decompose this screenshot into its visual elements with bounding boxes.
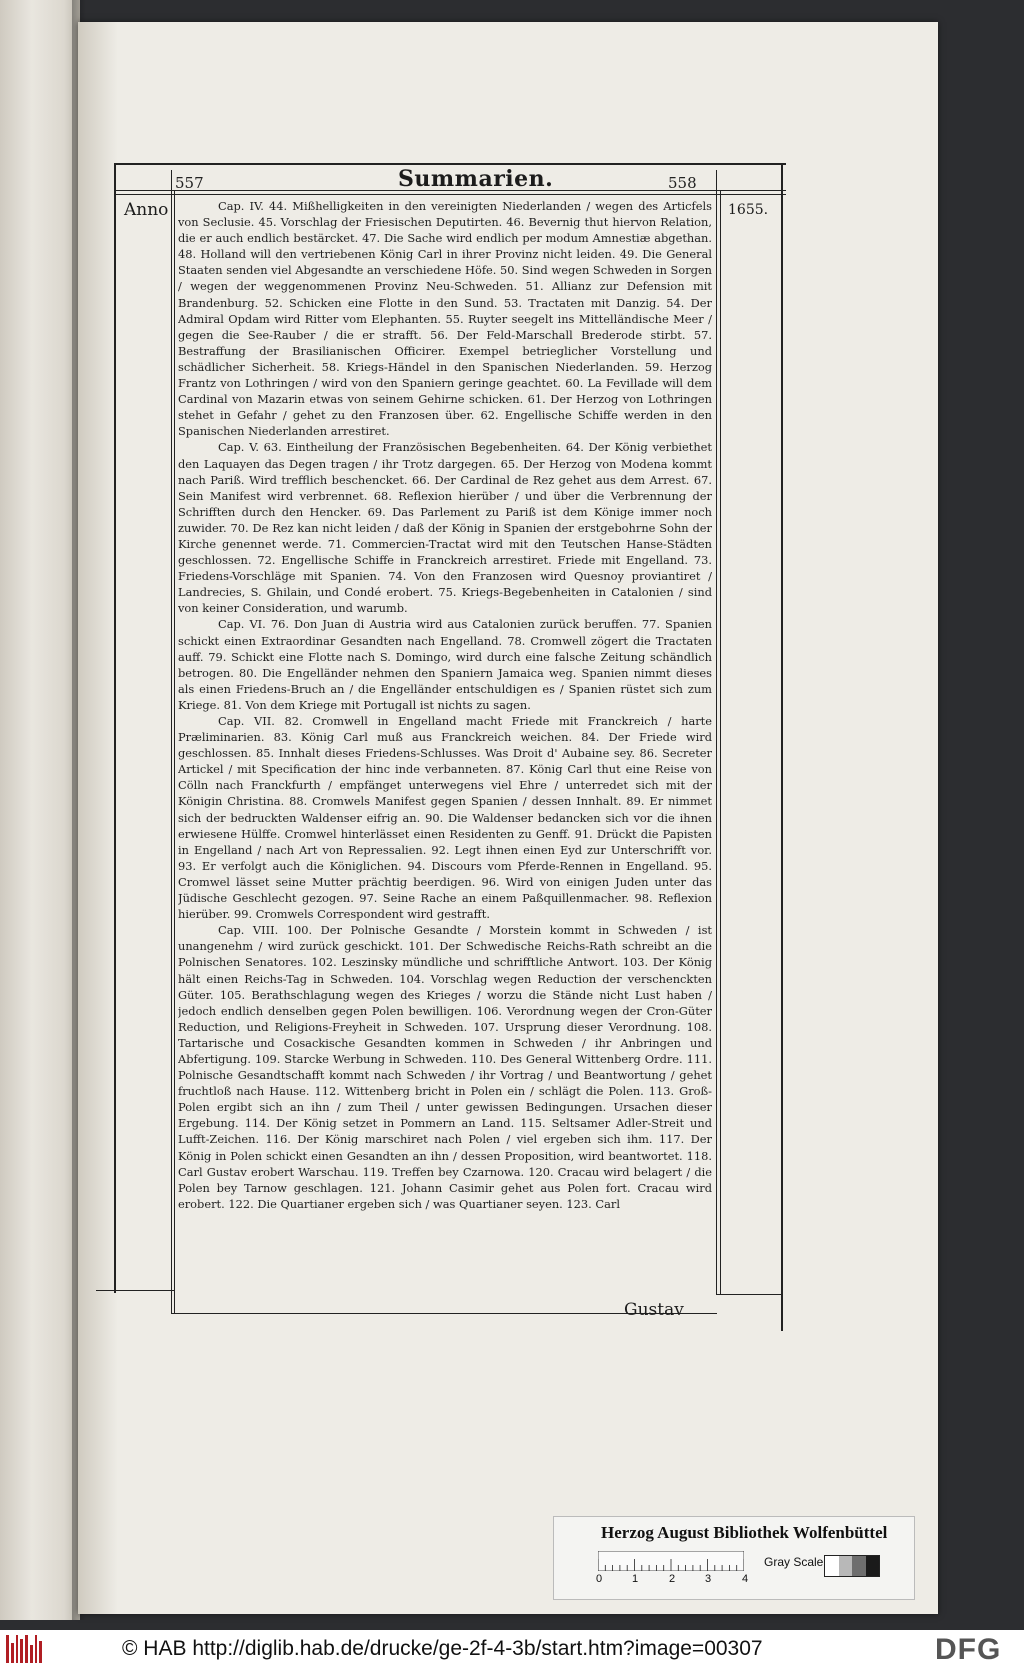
ruler-number: 0 (596, 1573, 603, 1585)
chapter-4-summary: Cap. IV. 44. Mißhelligkeiten in den vereinigten Niederlanden / wegen des Articfels von Seclusie. 45. Vorschlag der Friesischen Deputirten. 46. Bevernig thut hiervon Relation, die er auch endlich bestärcket. 47. Die Sache wird endlich per modum Amnestiæ abgethan. 48. Holland will den vertriebenen König Carl in ihrer Provinz nicht leiden. 49. Die General Staaten senden viel Abgesandte an verschiedene Höfe. 50. Sind wegen Schweden in Sorgen / wegen der weggenommenen Provinz Neu-Schweden. 51. Allianz zur Defension mit Brandenburg. 52. Schicken eine Flotte in den Sund. 53. Tractaten mit Danzig. 54. Der Admiral Opdam wird Ritter vom Elephanten. 55. Ruyter seegelt ins Mittelländische Meer / gegen die See-Rauber / die er strafft. 56. Der Feld-Marschall Brederode stirbt. 57. Bestraffung der Brasilianischen Officirer. Exempel betrieglicher Vorstellung und schädlicher Sicherheit. 58. Kriegs-Händel in den Spanischen Niederlanden. 59. Herzog Frantz von Lothringen / wird von den Spaniern geringe geachtet. 60. La Fevillade will dem Cardinal von Mazarin etwas von seinem Gehirne schicken. 61. Der Herzog von Lothringen stehet in Gefahr / gehet zu den Franzosen über. 62. Engellische Schiffe werden in den Spanischen Niederlanden arrestiret. (178, 199, 712, 439)
hab-logo-icon (6, 1635, 42, 1663)
ruler-number: 3 (705, 1573, 712, 1585)
left-book-edge (0, 0, 80, 1620)
frame-right-inner-rule (716, 170, 717, 1295)
frame-left-inner-rule-2 (174, 190, 175, 1313)
gray-scale-swatches (824, 1555, 880, 1577)
margin-anno: Anno (124, 200, 169, 220)
ruler-number: 2 (669, 1573, 676, 1585)
gray-swatch (825, 1556, 839, 1576)
gray-swatch (839, 1556, 853, 1576)
ruler-number: 4 (742, 1573, 749, 1585)
frame-inner-top-rule (114, 194, 786, 195)
page-gutter-shade (78, 22, 118, 1614)
catchword: Gustav (624, 1300, 684, 1320)
ruler-number: 1 (632, 1573, 639, 1585)
cm-ruler (598, 1551, 744, 1571)
gray-swatch (852, 1556, 866, 1576)
left-page-number: 557 (175, 174, 204, 192)
gray-swatch (866, 1556, 880, 1576)
frame-bottom-rule (96, 1290, 174, 1291)
frame-left-inner-rule (171, 170, 172, 1313)
chapter-7-summary: Cap. VII. 82. Cromwell in Engelland macht Friede mit Franckreich / harte Præliminarien. 83. König Carl muß aus Franckreich weichen. 84. Der Friede wird geschlossen. 85. Innhalt dieses Friedens-Schlusses. Was Droit d' Aubaine sey. 86. Secreter Artickel / mit Specification der hinc inde verbanneten. 87. König Carl thut eine Reise von Cölln nach Franckfurth / empfänget unterwegens viel Ehre / unterredet sich mit der Königin Christina. 88. Cromwels Manifest gegen Spanien / dessen Innhalt. 89. Er nimmet sich der bedruckten Waldenser eifrig an. 90. Die Waldenser bedancken sich vor die ihnen erwiesene Hülffe. Cromwel hinterlässet einen Residenten zu Genff. 91. Drückt die Papisten in Engelland / nach Art von Repressalien. 92. Legt ihnen einen Eyd zur Unterschrifft vor. 93. Er verfolgt auch die Königlichen. 94. Discours vom Pferde-Rennen in Engelland. 95. Cromwel lässet seine Mutter prächtig beerdigen. 96. Wird von einigen Juden unter das Jüdische Geschlecht gezogen. 97. Seine Rache an einem Paßquillenmacher. 98. Reflexion hierüber. 99. Cromwels Correspondent wird gestrafft. (178, 714, 712, 922)
frame-top-rule (114, 163, 786, 165)
chapter-6-summary: Cap. VI. 76. Don Juan di Austria wird aus Catalonien zurück beruffen. 77. Spanien schickt einen Extraordinar Gesandten nach Engelland. 78. Cromwell zögert die Tractaten auff. 79. Schickt eine Flotte nach S. Domingo, wird durch eine falsche Zeitung schändlich betrogen. 80. Die Engelländer nehmen den Spaniern Jamaica weg. Spanien nimmt dieses als einen Friedens-Bruch an / die Engelländer entschuldigen es / Spanien rüstet sich zum Kriege. 81. Von dem Kriege mit Portugall ist nichts zu sagen. (178, 617, 712, 712)
summary-text (178, 198, 712, 1283)
page-title: Summarien. (398, 166, 554, 192)
library-name: Herzog August Bibliothek Wolfenbüttel (601, 1523, 888, 1542)
gray-scale-label: Gray Scale (764, 1555, 824, 1569)
footer-bar (0, 1630, 1024, 1669)
dfg-logo: DFG (935, 1633, 1002, 1666)
frame-right-outer-rule (781, 163, 783, 1331)
chapter-8-summary: Cap. VIII. 100. Der Polnische Gesandte / Morstein kommt in Schweden / ist unangenehm / wird zurück geschickt. 101. Der Schwedische Reichs-Rath schreibt an die Polnischen Senatores. 102. Leszinsky mündliche und schrifftliche Antwort. 103. Der König hält einen Reichs-Tag in Schweden. 104. Vorschlag wegen Reduction der verschenckten Güter. 105. Berathschlagung wegen des Krieges / worzu die Stände nicht Lust haben / jedoch endlich denselben gegen Polen bewilligen. 106. Verordnung wegen der Cron-Güter Reduction, und Religions-Freyheit in Schweden. 107. Ursprung dieser Verordnung. 108. Tartarische und Cosackische Gesandten kommen in Schweden / ihr Anbringen und Abfertigung. 109. Starcke Werbung in Schweden. 110. Des General Wittenberg Ordre. 111. Polnische Gesandtschafft kommt nach Schweden / ihr Vortrag / und Beantwortung / gehet fruchtloß nach Hause. 112. Wittenberg bricht in Polen ein / schlägt die Polen. 113. Groß-Polen ergibt sich an ihn / zum Theil / unter gewissen Bedingungen. Ursachen dieser Ergebung. 114. Der König setzet in Pommern an Land. 115. Seltsamer Adler-Streit und Lufft-Zeichen. 116. Der König marschiret nach Polen / viel ergeben sich ihm. 117. Der König in Polen schickt einen Gesandten an ihn / dessen Proposition, wird beantwortet. 118. Carl Gustav erobert Warschau. 119. Treffen bey Czarnowa. 120. Cracau wird belagert / die Polen bey Tarnow geschlagen. 121. Johann Casimir gehet aus Polen fort. Cracau wird erobert. 122. Die Quartianer ergeben sich / was Quartianer seyen. 123. Carl (178, 923, 712, 1211)
chapter-5-summary: Cap. V. 63. Eintheilung der Französischen Begebenheiten. 64. Der König verbiethet den Laquayen das Degen tragen / ihr Trotz dargegen. 65. Der Herzog von Modena kommt nach Pariß. Wird trefflich beschencket. 66. Der Cardinal de Rez gehet aus dem Arrest. 67. Sein Manifest wird verbrennet. 68. Reflexion hierüber / und über die Verbrennung der Schrifften durch den Hencker. 69. Das Parlement zu Pariß ist dem Könige immer noch zuwider. 70. De Rez kan nicht leiden / daß der König in Spanien der erstgebohrne Sohn der Kirche genennet werde. 71. Commercien-Tractat wird mit den Teutschen Hanse-Städten geschlossen. 72. Engellische Schiffe in Franckreich arrestiret. Friede mit Engelland. 73. Friedens-Vorschläge mit Spanien. 74. Von den Franzosen wird Quesnoy proviantiret / Landrecies, S. Ghilain, und Condé erobert. 75. Kriegs-Begebenheiten in Catalonien / sind von keiner Consideration, und warumb. (178, 440, 712, 616)
margin-year: 1655. (728, 202, 769, 218)
frame-right-inner-rule-2 (720, 190, 721, 1295)
frame-bottom-rule-right (716, 1294, 782, 1295)
frame-left-outer-rule (114, 163, 116, 1293)
right-page-number: 558 (668, 174, 697, 192)
library-color-label (553, 1516, 915, 1600)
source-url[interactable]: © HAB http://diglib.hab.de/drucke/ge-2f-4-3b/start.htm?image=00307 (122, 1637, 763, 1660)
